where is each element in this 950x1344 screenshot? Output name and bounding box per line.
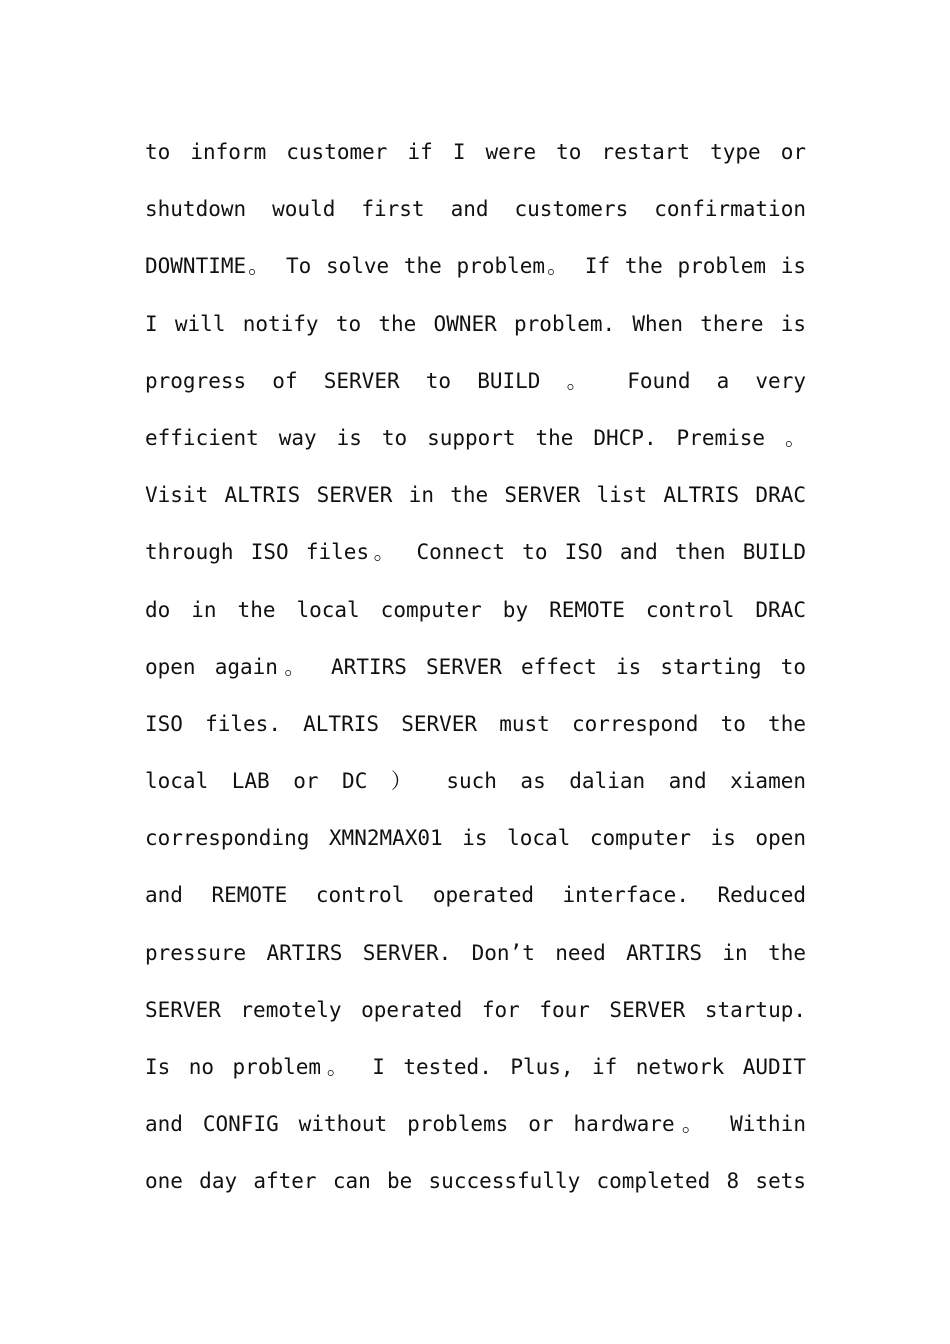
text-line: progress of SERVER to BUILD 。 Found a very <box>145 368 806 393</box>
text-line: shutdown would first and customers confirmation <box>145 197 806 222</box>
text-line: pressure ARTIRS SERVER. Don’t need ARTIRS in the <box>145 940 806 965</box>
text-line: Is no problem。 I tested. Plus, if network AUDIT <box>145 1055 806 1079</box>
text-line: efficient way is to support the DHCP. Premise 。 <box>145 425 806 450</box>
text-line: I will notify to the OWNER problem. When there is <box>145 311 806 336</box>
text-line: and REMOTE control operated interface. Reduced <box>145 883 806 908</box>
text-line: to inform customer if I were to restart type or <box>145 140 806 164</box>
body-text <box>145 132 806 1219</box>
text-line: and CONFIG without problems or hardware。 Within <box>145 1112 806 1137</box>
text-line: open again。 ARTIRS SERVER effect is starting to <box>145 654 806 679</box>
text-line: SERVER remotely operated for four SERVER startup. <box>145 997 806 1022</box>
text-line: corresponding XMN2MAX01 is local computer is open <box>145 826 806 851</box>
text-line: Visit ALTRIS SERVER in the SERVER list ALTRIS DRAC <box>145 483 806 508</box>
text-line: local LAB or DC ） such as dalian and xiamen <box>145 769 806 794</box>
text-line: do in the local computer by REMOTE control DRAC <box>145 597 806 622</box>
text-line: one day after can be successfully completed 8 sets <box>145 1169 806 1194</box>
text-line: ISO files. ALTRIS SERVER must correspond to the <box>145 711 806 736</box>
text-line: DOWNTIME。 To solve the problem。 If the problem is <box>145 254 806 279</box>
text-line: through ISO files。 Connect to ISO and then BUILD <box>145 540 806 565</box>
